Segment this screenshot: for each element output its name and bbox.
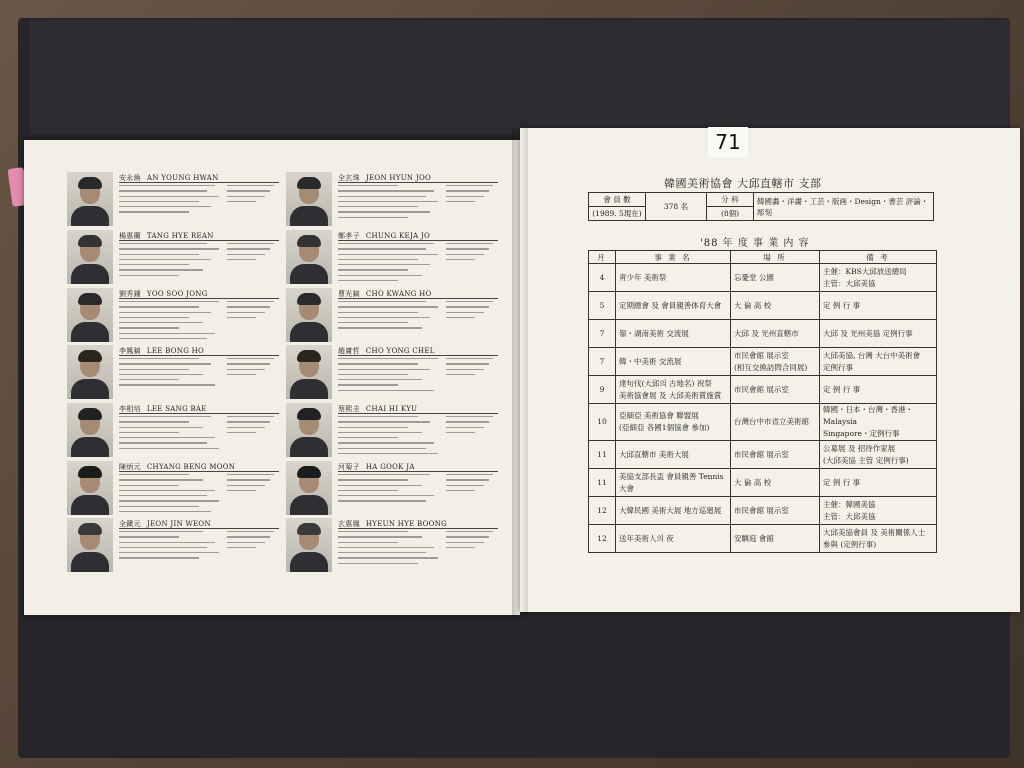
member-entry <box>286 345 500 403</box>
program-row <box>589 469 937 497</box>
member-rule <box>119 298 279 299</box>
member-entry <box>67 461 281 519</box>
page-title: 韓國美術協會 大邱直轄市 支部 <box>664 177 822 190</box>
row-place: 市民會館 展示室 (相互交換訪問合同展) <box>731 348 820 376</box>
member-photo <box>67 461 113 515</box>
member-biography <box>338 243 438 285</box>
members-label: 會 員 數 <box>589 193 646 207</box>
member-entry <box>67 518 281 576</box>
member-photo <box>286 172 332 226</box>
member-rule <box>119 413 279 414</box>
member-name-ko: 玄惠鳳 <box>338 520 360 528</box>
member-photo <box>286 403 332 457</box>
member-rule <box>338 528 498 529</box>
row-month: 4 <box>589 264 616 292</box>
member-rule <box>119 240 279 241</box>
row-place: 市民會館 展示室 <box>731 497 820 525</box>
member-biography <box>119 531 219 563</box>
member-biography <box>338 185 438 222</box>
member-biography <box>119 301 219 343</box>
book-spine <box>512 128 528 615</box>
member-rule <box>338 355 498 356</box>
summary-table <box>588 192 934 221</box>
member-rule <box>119 355 279 356</box>
member-photo <box>67 172 113 226</box>
member-name-ko: 楊惠蘭 <box>119 232 141 240</box>
member-entry <box>286 403 500 461</box>
member-name-en: HA GOOK JA <box>365 463 415 471</box>
member-name-en: CHO KWANG HO <box>365 290 432 298</box>
member-contact <box>446 416 498 437</box>
member-contact <box>446 243 498 264</box>
row-name: 送年美術人의 夜 <box>616 525 731 553</box>
member-entry <box>67 230 281 288</box>
member-entry <box>286 518 500 576</box>
col-note: 備 考 <box>820 251 937 264</box>
row-note: 大邱 及 光州美協 定例行事 <box>820 320 937 348</box>
member-biography <box>338 416 438 458</box>
row-name: 靑少年 美術祭 <box>616 264 731 292</box>
program-row <box>589 404 937 441</box>
col-month: 月 <box>589 251 616 264</box>
member-name-ko: 全鎭元 <box>119 520 141 528</box>
member-biography <box>119 358 219 390</box>
row-note: 大邱美協會員 及 美術關係人士 參與 (定例行事) <box>820 525 937 553</box>
member-contact <box>227 531 279 552</box>
member-rule <box>338 182 498 183</box>
member-entry <box>67 288 281 346</box>
row-month: 7 <box>589 320 616 348</box>
row-name: 大邱直轄市 美術大展 <box>616 441 731 469</box>
member-photo <box>286 345 332 399</box>
division-list: 韓國畵・洋畵・工芸・版画・Design・書芸 評論・彫刻 <box>754 193 934 221</box>
member-contact <box>446 185 498 206</box>
member-photo <box>67 403 113 457</box>
row-name: 嶺・湖南美術 交流展 <box>616 320 731 348</box>
member-name-en: YOO SOO JONG <box>146 290 208 298</box>
member-entry <box>286 461 500 519</box>
row-place: 忘憂堂 公園 <box>731 264 820 292</box>
member-rule <box>338 413 498 414</box>
row-name: 美協支部長盃 會員親善 Tennis 大會 <box>616 469 731 497</box>
row-note: 公募展 及 招待作家展 (大邱美協 主管 定例行事) <box>820 441 937 469</box>
member-name-en: JEON JIN WEON <box>146 520 211 528</box>
row-month: 11 <box>589 441 616 469</box>
program-row <box>589 264 937 292</box>
row-place: 大 倫 高 校 <box>731 469 820 497</box>
member-contact <box>227 243 279 264</box>
member-entry <box>67 172 281 230</box>
members-count: 378 名 <box>646 193 707 221</box>
program-row <box>589 525 937 553</box>
member-biography <box>119 185 219 217</box>
row-note: 韓國・日本・台灣・香港・Malaysia Singapore・定例行事 <box>820 404 937 441</box>
member-rule <box>338 471 498 472</box>
row-note: 主催：KBS大邱放送總局 主管：大邱美協 <box>820 264 937 292</box>
member-name-ko: 河菊子 <box>338 463 360 471</box>
program-row <box>589 376 937 404</box>
member-biography <box>338 301 438 333</box>
member-name-en: JEON HYUN JOO <box>365 174 432 182</box>
member-name-ko: 趙庸哲 <box>338 347 360 355</box>
row-note: 定 例 行 事 <box>820 376 937 404</box>
member-name-en: AN YOUNG HWAN <box>146 174 219 182</box>
member-contact <box>227 416 279 437</box>
member-contact <box>227 474 279 495</box>
member-name-ko: 鄭孝子 <box>338 232 360 240</box>
row-name: 韓・中美術 交流展 <box>616 348 731 376</box>
program-table <box>588 250 937 553</box>
col-place: 場 所 <box>731 251 820 264</box>
member-photo <box>67 288 113 342</box>
member-contact <box>227 185 279 206</box>
program-row <box>589 441 937 469</box>
row-month: 11 <box>589 469 616 497</box>
row-place: 安麒庭 會館 <box>731 525 820 553</box>
member-entry <box>286 288 500 346</box>
member-entry <box>67 403 281 461</box>
row-place: 大邱 及 光州直轄市 <box>731 320 820 348</box>
row-note: 定 例 行 事 <box>820 292 937 320</box>
member-rule <box>338 298 498 299</box>
member-rule <box>119 528 279 529</box>
member-name-ko: 安永煥 <box>119 174 141 182</box>
program-row <box>589 320 937 348</box>
member-photo <box>286 230 332 284</box>
row-month: 10 <box>589 404 616 441</box>
member-entry <box>67 345 281 403</box>
row-month: 12 <box>589 525 616 553</box>
member-biography <box>119 416 219 453</box>
member-name-ko: 李鳳鎬 <box>119 347 141 355</box>
row-name: 定期總會 及 會員親善体育大會 <box>616 292 731 320</box>
member-photo <box>67 230 113 284</box>
member-name-ko: 蔡熙圭 <box>338 405 360 413</box>
program-row <box>589 292 937 320</box>
row-month: 5 <box>589 292 616 320</box>
program-row <box>589 348 937 376</box>
member-contact <box>446 474 498 495</box>
row-month: 7 <box>589 348 616 376</box>
member-contact <box>446 358 498 379</box>
member-entry <box>286 230 500 288</box>
row-place: 市民會館 展示室 <box>731 376 820 404</box>
member-name-ko: 陳炳元 <box>119 463 141 471</box>
row-place: 市民會館 展示室 <box>731 441 820 469</box>
page-number-sticker: 71 <box>708 127 748 157</box>
division-label: 分 科 <box>707 193 754 207</box>
member-biography <box>338 531 438 568</box>
row-place: 台灣台中市省立美術館 <box>731 404 820 441</box>
row-name: 亞細亞 美術協會 聯盟展 (亞細亞 各國1個協會 參加) <box>616 404 731 441</box>
member-biography <box>119 243 219 280</box>
member-name-en: CHYANG BENG MOON <box>146 463 236 471</box>
members-date: (1989. 5現在) <box>589 207 646 221</box>
member-name-en: CHAI HI KYU <box>365 405 418 413</box>
member-entry <box>286 172 500 230</box>
member-name-en: LEE SANG BAE <box>146 405 207 413</box>
board-highlight <box>30 20 1010 135</box>
row-place: 大 倫 高 校 <box>731 292 820 320</box>
program-title: '88 年 度 事 業 内 容 <box>700 238 810 249</box>
member-photo <box>286 518 332 572</box>
member-biography <box>338 474 438 506</box>
member-name-en: TANG HYE REAN <box>146 232 214 240</box>
member-contact <box>227 358 279 379</box>
row-month: 12 <box>589 497 616 525</box>
row-note: 大邱美協, 台灣 大台中美術會 定例行事 <box>820 348 937 376</box>
member-biography <box>338 358 438 395</box>
row-note: 定 例 行 事 <box>820 469 937 497</box>
member-name-ko: 李相培 <box>119 405 141 413</box>
member-biography <box>119 474 219 516</box>
member-contact <box>227 301 279 322</box>
division-count: (8個) <box>707 207 754 221</box>
member-name-ko: 劉秀鍾 <box>119 290 141 298</box>
member-photo <box>286 461 332 515</box>
member-contact <box>446 301 498 322</box>
member-photo <box>67 518 113 572</box>
member-name-ko: 曹光鎬 <box>338 290 360 298</box>
member-name-en: CHUNG KEJA JO <box>365 232 431 240</box>
row-name: 大韓民國 美術大展 地方巡廻展 <box>616 497 731 525</box>
member-photo <box>286 288 332 342</box>
row-name: 達句伐(大邱의 古地名) 祝祭 美術協會展 及 大邱美術賞施賞 <box>616 376 731 404</box>
member-name-en: CHO YONG CHEL <box>365 347 435 355</box>
program-row <box>589 497 937 525</box>
member-name-en: HYEUN HYE BOONG <box>365 520 448 528</box>
member-rule <box>119 182 279 183</box>
row-month: 9 <box>589 376 616 404</box>
member-rule <box>119 471 279 472</box>
member-photo <box>67 345 113 399</box>
member-name-en: LEE BONG HO <box>146 347 205 355</box>
member-contact <box>446 531 498 552</box>
member-name-ko: 全玄珠 <box>338 174 360 182</box>
col-name: 事 業 名 <box>616 251 731 264</box>
member-rule <box>338 240 498 241</box>
row-note: 主催：韓國美協 主管：大邱美協 <box>820 497 937 525</box>
